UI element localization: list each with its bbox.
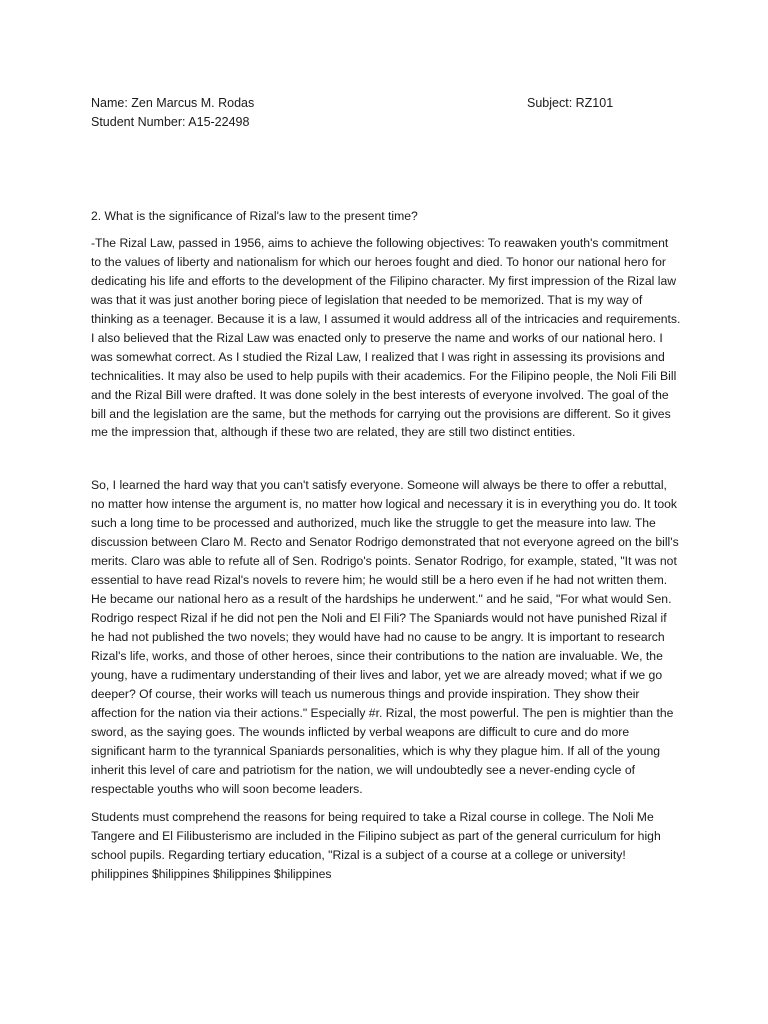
student-name: Name: Zen Marcus M. Rodas — [91, 96, 255, 110]
paragraph-1: -The Rizal Law, passed in 1956, aims to achieve the following objectives: To reawaken youth's commitment to the values of liberty and nationalism for which our heroes fought and died. To honor our national hero for dedicating his life and efforts to the development of the Filipino character. My first impression of the Rizal law was that it was just another boring piece of legislation that needed to be memorized. That is my way of thinking as a teenager. Because it is a law, I assumed it would address all of the intricacies and requirements. I also believed that the Rizal Law was enacted only to preserve the name and works of our national hero. I was somewhat correct. As I studied the Rizal Law, I realized that I was right in assessing its provisions and technicalities. It may also be used to help pupils with their academics. For the Filipino people, the Noli Fili Bill and the Rizal Bill were drafted. It was done solely in the best interests of everyone involved. The goal of the bill and the legislation are the same, but the methods for carrying out the provisions are different. So it gives me the impression that, although if these two are related, they are still two distinct entities. — [91, 235, 681, 440]
document-body — [91, 207, 681, 883]
student-number: Student Number: A15-22498 — [91, 115, 250, 129]
question-text: 2. What is the significance of Rizal's law to the present time? — [91, 209, 418, 223]
document-header — [91, 94, 691, 132]
header-row-2 — [91, 113, 691, 132]
subject-code: Subject: RZ101 — [527, 96, 614, 110]
paragraph-2: So, I learned the hard way that you can't satisfy everyone. Someone will always be there to offer a rebuttal, no matter how intense the argument is, no matter how logical and necessary it is in everything you do. It took such a long time to be processed and authorized, much like the struggle to get the measure into law. The discussion between Claro M. Recto and Senator Rodrigo demonstrated that not everyone agreed on the bill's merits. Claro was able to refute all of Sen. Rodrigo's points. Senator Rodrigo, for example, stated, "It was not essential to have read Rizal's novels to revere him; he would still be a hero even if he had not written them. He became our national hero as a result of the hardships he underwent." and he said, "For what would Sen. Rodrigo respect Rizal if he did not pen the Noli and El Fili? The Spaniards would not have punished Rizal if he had not published the two novels; they would have had no cause to be angry. It is important to research Rizal's life, works, and those of other heroes, since their contributions to the nation are invaluable. We, the young, have a rudimentary understanding of their lives and labor, yet we are already moved; what if we go deeper? Of course, their works will teach us numerous things and provide inspiration. They show their affection for the nation via their actions." Especially #r. Rizal, the most powerful. The pen is mightier than the sword, as the saying goes. The wounds inflicted by verbal weapons are difficult to cure and do more significant harm to the tyrannical Spaniards personalities, which is why they plague him. If all of the young inherit this level of care and patriotism for the nation, we will undoubtedly see a never-ending cycle of respectable youths who will soon become leaders. — [91, 478, 679, 796]
paragraph-3: Students must comprehend the reasons for being required to take a Rizal course in college. The Noli Me Tangere and El Filibusterismo are included in the Filipino subject as part of the general curriculum for high school pupils. Regarding tertiary education, "Rizal is a subject of a course at a college or university! philippines $hilippines $hilippines $hilippines — [91, 809, 661, 881]
header-row-1 — [91, 94, 691, 113]
